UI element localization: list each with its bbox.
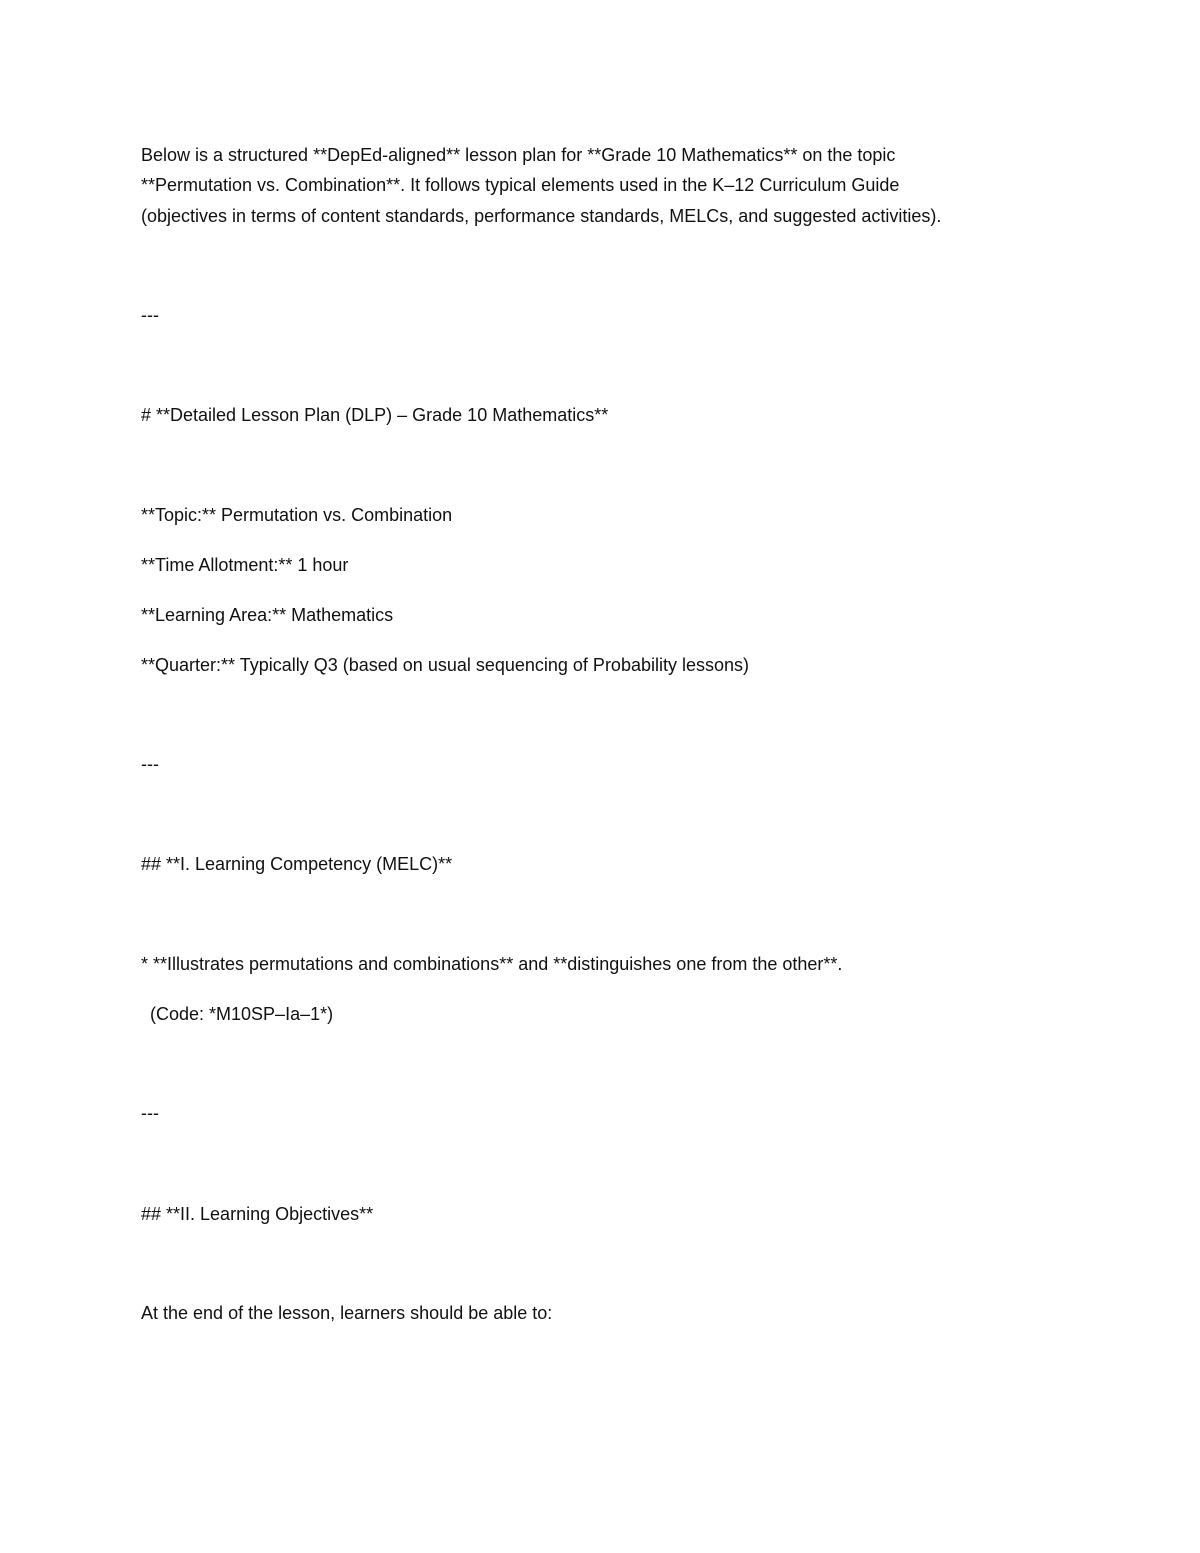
section-1-heading: ## **I. Learning Competency (MELC)**	[141, 854, 453, 874]
meta-topic: **Topic:** Permutation vs. Combination	[141, 505, 453, 525]
meta-quarter: **Quarter:** Typically Q3 (based on usual sequencing of Probability lessons)	[141, 655, 750, 675]
competency-code: (Code: *M10SP–Ia–1*)	[150, 1004, 334, 1024]
meta-learning-area: **Learning Area:** Mathematics	[141, 605, 394, 625]
document-title: # **Detailed Lesson Plan (DLP) – Grade 10 Mathematics**	[141, 405, 609, 425]
section-2-heading: ## **II. Learning Objectives**	[141, 1204, 374, 1224]
intro-line-3: (objectives in terms of content standards, performance standards, MELCs, and suggested activities).	[141, 206, 942, 226]
separator-2: ---	[141, 754, 159, 774]
separator-3: ---	[141, 1103, 159, 1123]
competency-bullet: * **Illustrates permutations and combinations** and **distinguishes one from the other**.	[141, 954, 843, 974]
intro-line-1: Below is a structured **DepEd-aligned** lesson plan for **Grade 10 Mathematics** on the topic	[141, 145, 896, 165]
meta-time-allotment: **Time Allotment:** 1 hour	[141, 555, 349, 575]
intro-line-2: **Permutation vs. Combination**. It follows typical elements used in the K–12 Curriculum Guide	[141, 175, 900, 195]
objectives-lead: At the end of the lesson, learners should be able to:	[141, 1303, 553, 1323]
separator-1: ---	[141, 305, 159, 325]
